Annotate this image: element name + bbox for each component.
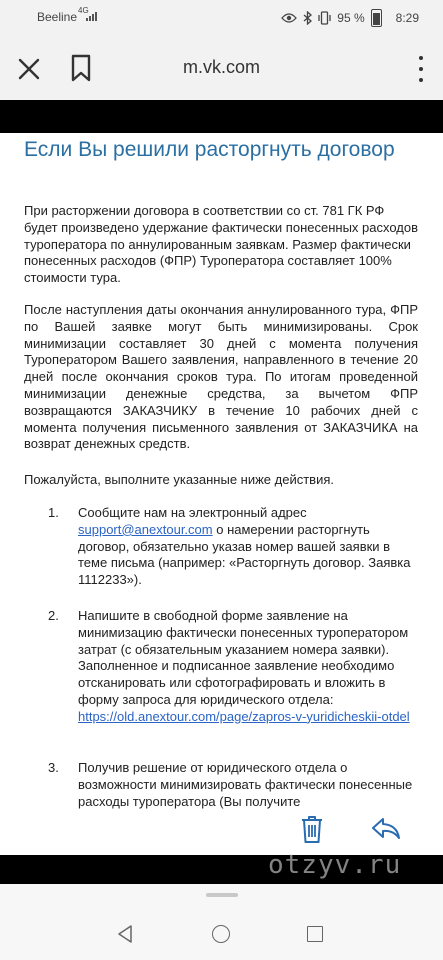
vibrate-icon <box>318 11 331 25</box>
more-vertical-icon[interactable] <box>417 56 425 82</box>
recent-apps-icon[interactable] <box>307 926 323 942</box>
watermark-text: otzyv.ru <box>268 850 402 880</box>
page-title: Если Вы решили расторгнуть договор <box>24 138 395 161</box>
step-text-before: Сообщите нам на электронный адрес <box>78 505 307 520</box>
message-content <box>0 133 443 855</box>
trash-icon[interactable] <box>300 814 324 844</box>
battery-percent: 95 % <box>337 11 365 25</box>
list-text <box>78 608 418 726</box>
list-number: 1. <box>48 505 59 520</box>
list-text: Получив решение от юридического отдела о возможности минимизировать фактически понесенные расходы туроператора (Вы получите <box>78 760 413 809</box>
clock: 8:29 <box>395 11 419 25</box>
status-bar <box>0 0 443 36</box>
legal-request-link[interactable]: https://old.anextour.com/page/zapros-v-yuridicheskii-otdel <box>78 708 410 724</box>
paragraph-instructions: Пожалуйста, выполните указанные ниже действия. <box>24 472 334 487</box>
battery-icon <box>371 9 382 27</box>
system-nav-bar <box>0 884 443 960</box>
back-icon[interactable] <box>116 924 134 944</box>
eye-icon <box>281 12 297 24</box>
network-type: 4G <box>78 6 89 15</box>
paragraph-termination: При расторжении договора в соответствии со ст. 781 ГК РФ будет произведено удержание фактически понесенных расходов туроператора по аннулированным заявкам. Размер фактически понесенных расходов (ФПР) Туроператора составляет 100% стоимости тура. <box>24 203 419 286</box>
step-text-after: о намерении расторгнуть договор, обязательно указав номер вашей заявки в теме письма (например: «Расторгнуть договор. Заявка 1112233»). <box>78 521 411 588</box>
list-number: 2. <box>48 608 59 623</box>
status-icons <box>281 9 419 27</box>
bluetooth-icon <box>303 11 312 25</box>
page-header-band <box>0 100 443 133</box>
browser-toolbar <box>0 36 443 100</box>
gesture-handle[interactable] <box>206 893 238 897</box>
signal-icon <box>86 12 97 21</box>
reply-icon[interactable] <box>371 816 401 842</box>
carrier-name: Beeline <box>37 10 78 24</box>
list-text <box>78 505 418 589</box>
url-display[interactable]: m.vk.com <box>182 57 260 77</box>
home-icon[interactable] <box>212 925 230 943</box>
support-email-link[interactable]: support@anextour.com <box>78 521 213 537</box>
message-actions <box>0 812 443 852</box>
step-text-before: Напишите в свободной форме заявление на минимизацию фактически понесенных туроператором затрат (с обязательным указанием номера заявки). Заполненное и подписанное заявление необходимо отсканировать или сфотографировать и вложить в форму запроса для юридического отдела: <box>78 608 409 707</box>
paragraph-minimization: После наступления даты окончания аннулированного тура, ФПР по Вашей заявке могут быть минимизированы. Срок минимизации составляет 30 дней с момента получения Туроператором Вашего заявления, направленного в течение 20 дней после окончания сроков тура. По итогам проведенной минимизации денежные средства, за вычетом ФПР возвращаются ЗАКАЗЧИКУ в течение 10 рабочих дней с момента получения письменного заявления от ЗАКАЗЧИКА на возврат денежных средств. <box>24 302 418 452</box>
list-number: 3. <box>48 760 59 775</box>
